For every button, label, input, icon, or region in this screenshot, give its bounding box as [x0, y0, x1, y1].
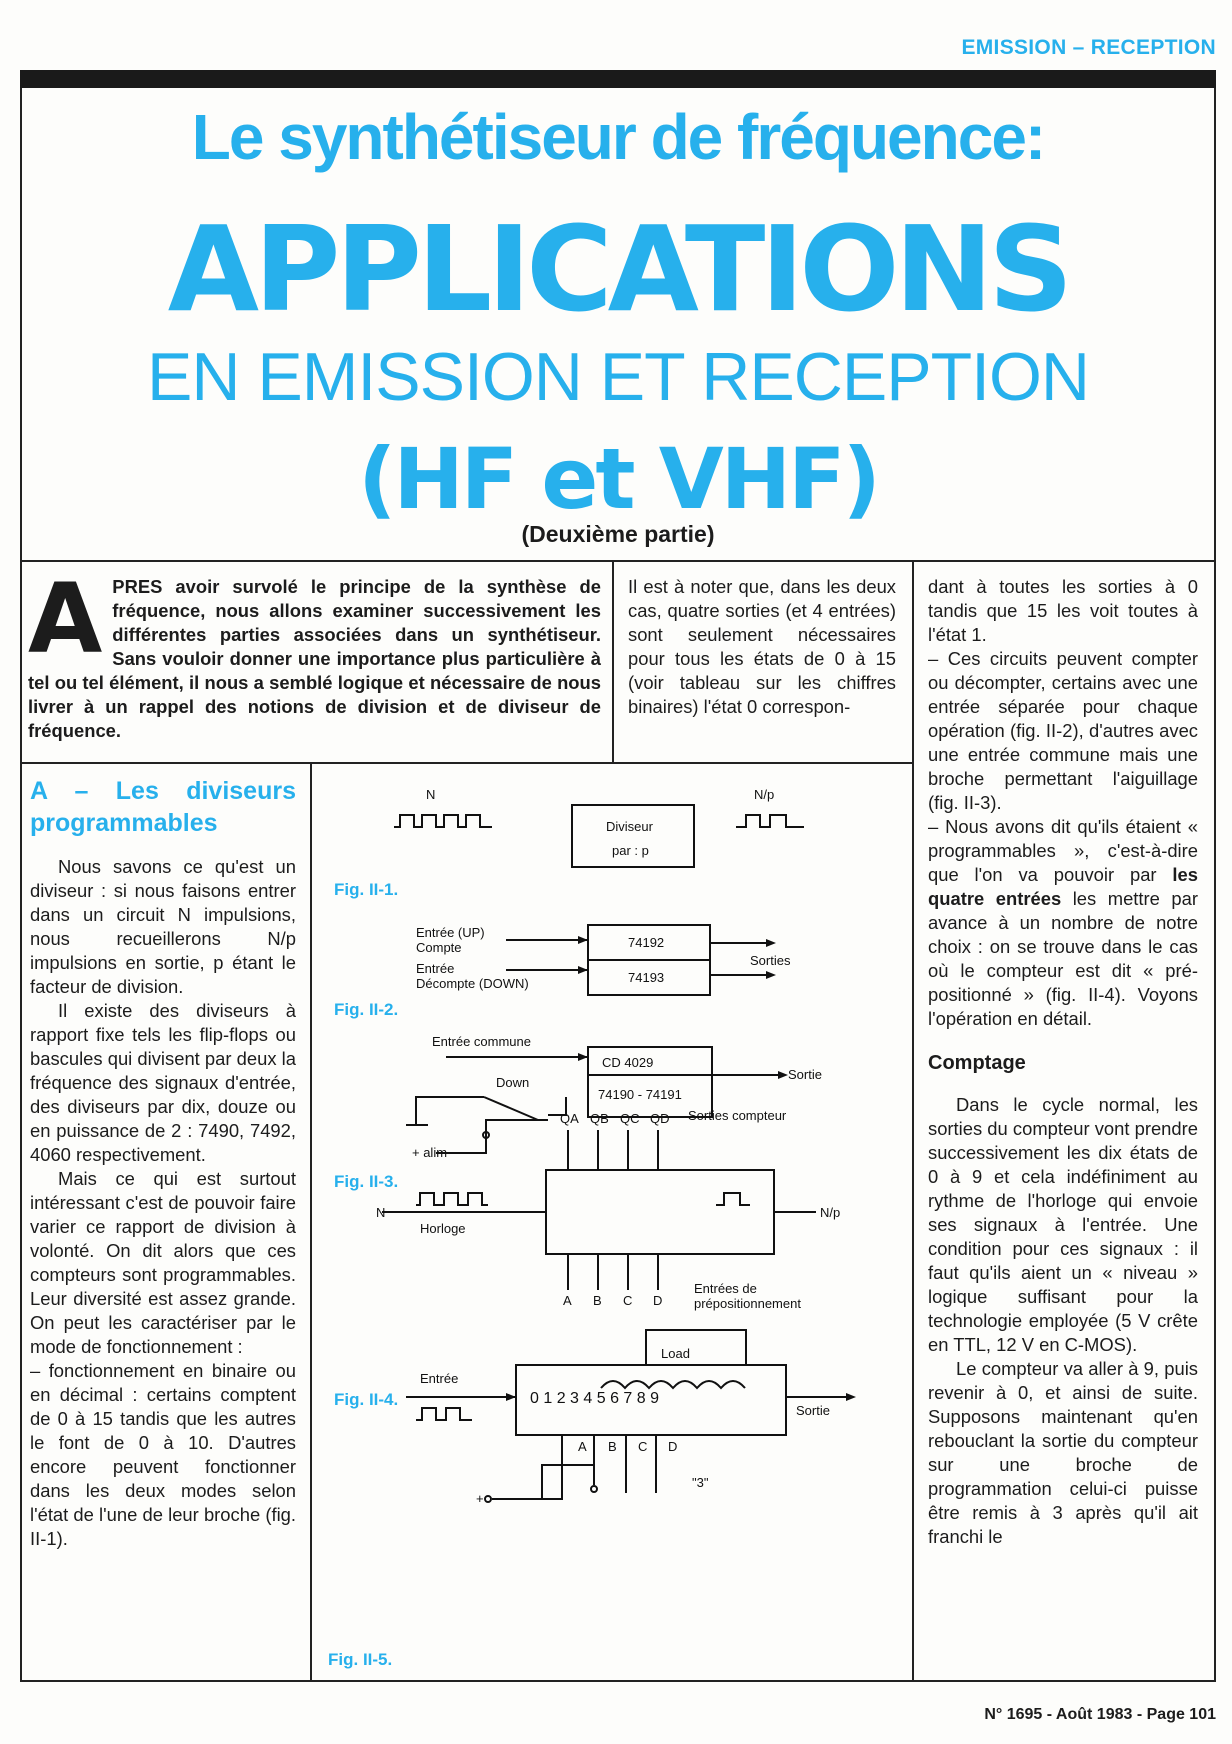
terminal [485, 1496, 491, 1502]
diagram-label: Sortie [796, 1403, 830, 1418]
paragraph: – Ces circuits peuvent compter ou décompter, certains avec une entrée séparée pour chaque opération (fig. II-2), d'autres avec une entrée commune mais une broche permettant l'aiguillage (fig. II-3). [928, 648, 1198, 813]
diagram-label: Sorties compteur [688, 1108, 787, 1123]
title-box [20, 88, 1216, 562]
paragraph: Il existe des diviseurs à rapport fixe tels les flip-flops ou bascules qui divisent par deux la fréquence des signaux d'entrée, des diviseurs par dix, douze ou en puissance de 2 : 7490, 7492, 4060 respectivement. [30, 1000, 296, 1165]
bold-run: les quatre entrées [928, 864, 1198, 909]
terminal [591, 1486, 597, 1492]
paragraph: Mais ce qui est surtout intéressant c'est de pouvoir faire varier ce rapport de division à volonté. On dit alors que ces compteurs sont programmables. Leur diversité est assez grande. On peut les caractériser par le mode de fonctionnement : [30, 1168, 296, 1357]
diagram-label: Down [496, 1075, 530, 1090]
diagram-label: Entrée commune [432, 1034, 531, 1049]
figures-panel [316, 775, 906, 1675]
arrow-head [846, 1393, 856, 1401]
text-run: – Nous avons dit qu'ils étaient « programmables », c'est-à-dire que l'on va pouvoir par [928, 816, 1198, 885]
diagram-label: C [623, 1293, 633, 1308]
frame-rule [20, 762, 912, 764]
count-arcs [601, 1381, 745, 1388]
paragraph: Le compteur va aller à 9, puis revenir à 0, et ainsi de suite. Supposons maintenant qu'en rebouclant la sortie du compteur sur une broche de programmation celui-ci puisse être remis à 3 après qu'il ait franchi le [928, 1358, 1198, 1547]
diagram-label: Horloge [420, 1221, 466, 1236]
subtitle: (Deuxième partie) [521, 521, 715, 547]
fig-label-5: Fig. II-5. [328, 1650, 393, 1669]
frame-rule [912, 560, 914, 1682]
pulse-train-input [416, 1408, 472, 1420]
paragraph: Dans le cycle normal, les sorties du compteur vont prendre successivement les dix états de 0 à 9 et cela indéfiniment au rythme de l'horloge qui envoie ses signaux à l'entrée. Une condition pour ces signaux : il faut qu'ils aient un « niveau » logique suffisant pour la technologie employée (5 V crête en TTL, 12 V en C-MOS). [928, 1094, 1198, 1355]
diagram-label: QD [650, 1111, 670, 1126]
diagram-label: A [578, 1439, 587, 1454]
column-2-top-text: Il est à noter que, dans les deux cas, quatre sorties (et 4 entrées) sont seulement nécessaires pour tous les états de 0 à 15 (voir tableau sur les chiffres binaires) l'état 0 correspon- [628, 576, 896, 717]
signal-line [436, 1120, 548, 1153]
paragraph [928, 815, 1198, 1031]
diagram-label: QA [560, 1111, 579, 1126]
drop-cap: A [28, 563, 103, 675]
paragraph: Nous savons ce qu'est un diviseur : si nous faisons entrer dans un circuit N impulsions, nous recueillerons N/p impulsions en sortie, p étant le facteur de division. [30, 856, 296, 997]
diagram-label: N [426, 787, 436, 802]
pulse-train-input [394, 815, 492, 827]
signal-line [416, 1097, 484, 1125]
diagram-label: + [476, 1491, 484, 1506]
arrow-head [578, 936, 588, 944]
top-rule [20, 70, 1216, 88]
arrow-head [578, 966, 588, 974]
fig-label-2: Fig. II-2. [334, 1000, 399, 1019]
diagram-label: Diviseur [606, 819, 653, 834]
diagram-label: + alim [412, 1145, 448, 1160]
signal-line [542, 1465, 594, 1499]
pulse-train-clock [416, 1193, 488, 1205]
diagram-label: "3" [692, 1475, 709, 1490]
fig-label-4: Fig. II-4. [334, 1390, 399, 1409]
diagram-label: A [563, 1293, 572, 1308]
arrow-head [766, 939, 776, 947]
column-3 [928, 575, 1198, 1549]
pulse-train-output [736, 815, 804, 827]
diagram-label: Load [661, 1346, 690, 1361]
frame-rule [20, 560, 1216, 562]
arrow-head [506, 1393, 516, 1401]
diagram-label: CD 4029 [602, 1055, 654, 1070]
diagram-label: B [593, 1293, 602, 1308]
page-footer: N° 1695 - Août 1983 - Page 101 [984, 1706, 1216, 1723]
diagram-label: Sortie [788, 1067, 822, 1082]
section-label: EMISSION – RECEPTION [961, 36, 1216, 59]
diagram-label: par : p [612, 843, 649, 858]
switch-lever [484, 1097, 538, 1120]
title-line-3: EN EMISSION ET RECEPTION [146, 339, 1089, 415]
diagram-label: D [668, 1439, 678, 1454]
section-heading-a: A – Les diviseurs programmables [30, 777, 296, 837]
diagram-label: D [653, 1293, 663, 1308]
arrow-head [578, 1053, 588, 1061]
diagram-label: QC [620, 1111, 640, 1126]
diagram-label: 74192 [628, 935, 665, 950]
arrow-head [778, 1071, 788, 1079]
signal-line [492, 1475, 562, 1499]
diagram-label: 74190 - 74191 [598, 1087, 682, 1102]
paragraph: – fonctionnement en binaire ou en décimal : certains comptent de 0 à 15 tandis que les autres le font de 0 à 10. D'autres encore peuvent fonctionner dans les deux modes selon l'état de l'une de leur broche (fig. II-1). [30, 1360, 296, 1549]
paragraph: dant à toutes les sorties à 0 tandis que 15 les voit toutes à l'état 1. [928, 576, 1198, 645]
frame-rule [1214, 560, 1216, 1682]
title-line-1: Le synthétiseur de fréquence: [191, 101, 1045, 173]
diagram-label: Compte [416, 940, 462, 955]
text-run: les mettre par avance à un nombre de notre choix : on se trouve dans le cas où le compteur est dit « pré-positionné » (fig. II-4). Voyons l'opération en détail. [928, 888, 1198, 1029]
diagram-label: N/p [820, 1205, 841, 1220]
diagram-label: Entrée [420, 1371, 459, 1386]
diagram-label: Entrée [416, 961, 455, 976]
diagram-label: Entrée (UP) [416, 925, 485, 940]
column-1 [30, 775, 296, 1551]
diagram-label: 0 1 2 3 4 5 6 7 8 9 [530, 1390, 659, 1407]
diagram-label: 74193 [628, 970, 665, 985]
diagram-label: Entrées de [694, 1281, 757, 1296]
title-line-2: APPLICATIONS [167, 200, 1069, 338]
frame-rule [612, 560, 614, 762]
diagram-label: Sorties [750, 953, 791, 968]
frame-rule [20, 560, 22, 1682]
counter-box [546, 1170, 774, 1254]
diagram-label: N/p [754, 787, 775, 802]
intro-paragraph [28, 563, 601, 743]
pulse-train-output [716, 1193, 750, 1205]
frame-rule [20, 1680, 1216, 1682]
intro-text: PRES avoir survolé le principe de la synthèse de fréquence, nous allons examiner successivement les différentes parties associées dans un synthétiseur. Sans vouloir donner une importance plus particulière à tel ou tel élément, il nous a semblé logique et nécessaire de nous livrer à un rappel des notions de division et de diviseur de fréquence. [28, 576, 601, 741]
diagram-label: C [638, 1439, 648, 1454]
section-heading-comptage: Comptage [928, 1052, 1026, 1074]
diagram-label: N [376, 1205, 386, 1220]
arrow-head [766, 971, 776, 979]
frame-rule [310, 762, 312, 1682]
diagram-label: Décompte (DOWN) [416, 976, 529, 991]
diagram-label: B [608, 1439, 617, 1454]
fig-label-1: Fig. II-1. [334, 880, 399, 899]
fig-label-3: Fig. II-3. [334, 1172, 399, 1191]
diagram-label: prépositionnement [694, 1296, 801, 1311]
diagram-label: QB [590, 1111, 609, 1126]
title-line-4: (HF et VHF) [358, 430, 878, 528]
